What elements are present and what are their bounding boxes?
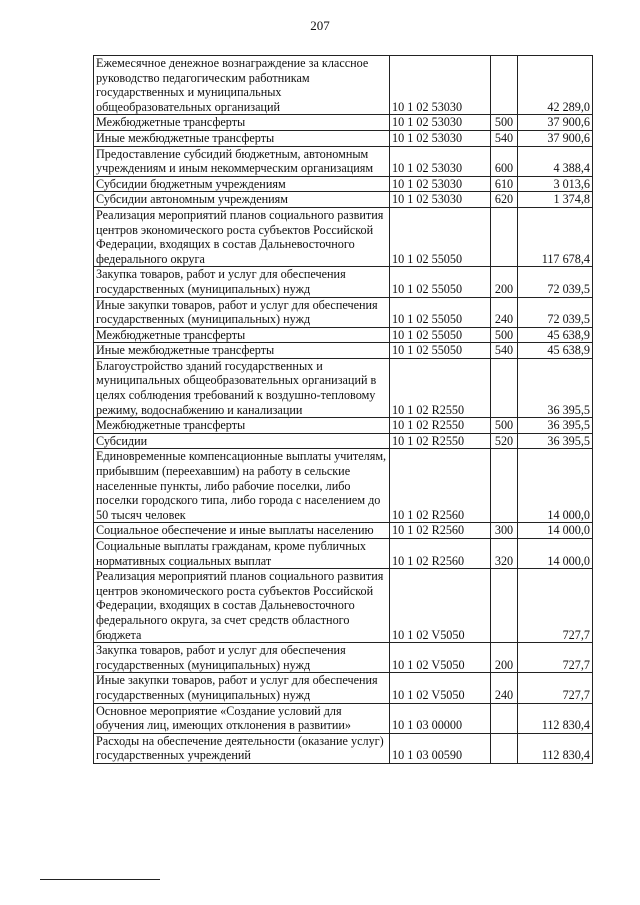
row-code: 10 1 02 R2550 xyxy=(390,418,491,434)
row-expense-type: 620 xyxy=(491,192,518,208)
row-expense-type: 200 xyxy=(491,267,518,297)
table-row xyxy=(94,176,593,192)
row-expense-type: 300 xyxy=(491,523,518,539)
row-code: 10 1 02 V5050 xyxy=(390,643,491,673)
row-code: 10 1 03 00590 xyxy=(390,733,491,763)
row-name: Ежемесячное денежное вознаграждение за классное руководство педагогическим работникам государственных и муниципальных общеобразовательных организаций xyxy=(94,56,390,115)
table-row xyxy=(94,733,593,763)
row-expense-type xyxy=(491,733,518,763)
table-row xyxy=(94,673,593,703)
row-expense-type: 540 xyxy=(491,343,518,359)
row-amount: 3 013,6 xyxy=(518,176,593,192)
row-name: Межбюджетные трансферты xyxy=(94,418,390,434)
row-expense-type: 320 xyxy=(491,539,518,569)
row-name: Реализация мероприятий планов социального развития центров экономического роста субъектов Российской Федерации, входящих в состав Дальневосточного федерального округа, за счет средств областного бюджета xyxy=(94,569,390,643)
row-expense-type xyxy=(491,703,518,733)
row-amount: 14 000,0 xyxy=(518,449,593,523)
row-name: Субсидии xyxy=(94,433,390,449)
row-name: Закупка товаров, работ и услуг для обеспечения государственных (муниципальных) нужд xyxy=(94,643,390,673)
table-row xyxy=(94,146,593,176)
row-expense-type: 200 xyxy=(491,643,518,673)
row-code: 10 1 02 55050 xyxy=(390,297,491,327)
row-expense-type: 610 xyxy=(491,176,518,192)
row-amount: 72 039,5 xyxy=(518,297,593,327)
row-expense-type xyxy=(491,207,518,266)
row-code: 10 1 02 53030 xyxy=(390,146,491,176)
table-row xyxy=(94,56,593,115)
row-name: Межбюджетные трансферты xyxy=(94,327,390,343)
budget-table xyxy=(93,55,593,764)
row-name: Основное мероприятие «Создание условий для обучения лиц, имеющих отклонения в развитии» xyxy=(94,703,390,733)
row-name: Субсидии автономным учреждениям xyxy=(94,192,390,208)
footnote-divider xyxy=(40,879,160,880)
row-code: 10 1 02 R2560 xyxy=(390,523,491,539)
table-row xyxy=(94,643,593,673)
row-amount: 112 830,4 xyxy=(518,703,593,733)
row-code: 10 1 02 R2550 xyxy=(390,358,491,417)
budget-table-body xyxy=(94,56,593,764)
page-number: 207 xyxy=(310,18,330,33)
table-row xyxy=(94,703,593,733)
row-code: 10 1 02 55050 xyxy=(390,327,491,343)
row-amount: 14 000,0 xyxy=(518,523,593,539)
row-amount: 36 395,5 xyxy=(518,433,593,449)
row-expense-type: 500 xyxy=(491,418,518,434)
row-amount: 117 678,4 xyxy=(518,207,593,266)
row-code: 10 1 02 53030 xyxy=(390,56,491,115)
row-amount: 727,7 xyxy=(518,569,593,643)
table-row xyxy=(94,267,593,297)
row-amount: 42 289,0 xyxy=(518,56,593,115)
row-name: Единовременные компенсационные выплаты учителям, прибывшим (переехавшим) на работу в сельские населенные пункты, либо рабочие поселки, либо поселки городского типа, либо города с населением до 50 тысяч человек xyxy=(94,449,390,523)
row-amount: 727,7 xyxy=(518,643,593,673)
row-expense-type xyxy=(491,569,518,643)
row-code: 10 1 02 55050 xyxy=(390,267,491,297)
row-amount: 14 000,0 xyxy=(518,539,593,569)
row-name: Межбюджетные трансферты xyxy=(94,115,390,131)
table-row xyxy=(94,358,593,417)
row-amount: 36 395,5 xyxy=(518,418,593,434)
row-expense-type xyxy=(491,449,518,523)
row-expense-type xyxy=(491,358,518,417)
table-row xyxy=(94,207,593,266)
row-amount: 1 374,8 xyxy=(518,192,593,208)
table-row xyxy=(94,539,593,569)
row-amount: 112 830,4 xyxy=(518,733,593,763)
row-amount: 4 388,4 xyxy=(518,146,593,176)
row-amount: 36 395,5 xyxy=(518,358,593,417)
row-amount: 37 900,6 xyxy=(518,115,593,131)
row-code: 10 1 02 55050 xyxy=(390,207,491,266)
row-amount: 72 039,5 xyxy=(518,267,593,297)
table-row xyxy=(94,433,593,449)
row-code: 10 1 02 R2560 xyxy=(390,449,491,523)
table-row xyxy=(94,343,593,359)
row-expense-type: 240 xyxy=(491,673,518,703)
row-code: 10 1 02 53030 xyxy=(390,176,491,192)
table-row xyxy=(94,297,593,327)
row-expense-type: 540 xyxy=(491,130,518,146)
row-expense-type: 500 xyxy=(491,327,518,343)
row-name: Закупка товаров, работ и услуг для обеспечения государственных (муниципальных) нужд xyxy=(94,267,390,297)
row-amount: 45 638,9 xyxy=(518,343,593,359)
table-row xyxy=(94,569,593,643)
row-code: 10 1 02 V5050 xyxy=(390,673,491,703)
row-code: 10 1 02 R2550 xyxy=(390,433,491,449)
table-row xyxy=(94,449,593,523)
table-row xyxy=(94,418,593,434)
row-amount: 45 638,9 xyxy=(518,327,593,343)
table-row xyxy=(94,192,593,208)
row-name: Иные закупки товаров, работ и услуг для обеспечения государственных (муниципальных) нужд xyxy=(94,673,390,703)
table-row xyxy=(94,523,593,539)
row-code: 10 1 02 53030 xyxy=(390,130,491,146)
row-expense-type: 600 xyxy=(491,146,518,176)
row-code: 10 1 02 55050 xyxy=(390,343,491,359)
row-name: Реализация мероприятий планов социального развития центров экономического роста субъектов Российской Федерации, входящих в состав Дальневосточного федерального округа xyxy=(94,207,390,266)
row-code: 10 1 02 V5050 xyxy=(390,569,491,643)
row-code: 10 1 02 R2560 xyxy=(390,539,491,569)
row-expense-type: 520 xyxy=(491,433,518,449)
row-name: Расходы на обеспечение деятельности (оказание услуг) государственных учреждений xyxy=(94,733,390,763)
row-name: Социальные выплаты гражданам, кроме публичных нормативных социальных выплат xyxy=(94,539,390,569)
row-code: 10 1 02 53030 xyxy=(390,115,491,131)
row-name: Предоставление субсидий бюджетным, автономным учреждениям и иным некоммерческим организациям xyxy=(94,146,390,176)
row-amount: 727,7 xyxy=(518,673,593,703)
table-row xyxy=(94,130,593,146)
row-expense-type: 500 xyxy=(491,115,518,131)
row-name: Благоустройство зданий государственных и муниципальных общеобразовательных организаций в целях соблюдения требований к воздушно-тепловому режиму, водоснабжению и канализации xyxy=(94,358,390,417)
row-name: Иные межбюджетные трансферты xyxy=(94,343,390,359)
row-expense-type: 240 xyxy=(491,297,518,327)
row-name: Социальное обеспечение и иные выплаты населению xyxy=(94,523,390,539)
table-row xyxy=(94,115,593,131)
row-amount: 37 900,6 xyxy=(518,130,593,146)
row-name: Иные межбюджетные трансферты xyxy=(94,130,390,146)
row-code: 10 1 03 00000 xyxy=(390,703,491,733)
row-name: Субсидии бюджетным учреждениям xyxy=(94,176,390,192)
row-code: 10 1 02 53030 xyxy=(390,192,491,208)
row-name: Иные закупки товаров, работ и услуг для обеспечения государственных (муниципальных) нужд xyxy=(94,297,390,327)
row-expense-type xyxy=(491,56,518,115)
table-row xyxy=(94,327,593,343)
